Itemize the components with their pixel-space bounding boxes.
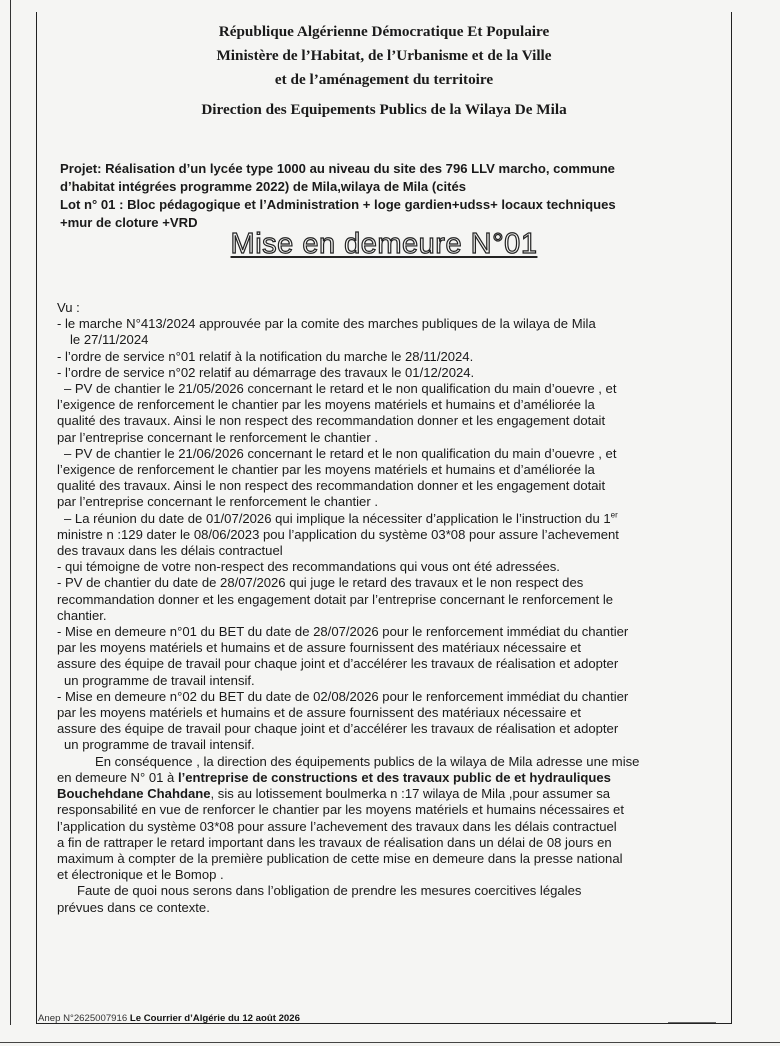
anep-reference: Anep N°2625007916 xyxy=(38,1013,130,1024)
pv-line: par l’entreprise concernant le renforcement le chantier . xyxy=(57,494,378,510)
publication-footer xyxy=(38,1013,300,1024)
mise-en-demeure-line: par les moyens matériels et humains et de assure fournissent des matériaux nécessaire et xyxy=(57,705,582,721)
ordinal-superscript: er xyxy=(610,510,618,520)
mise-en-demeure-line: assure des équipe de travail pour chaque joint et d’accélérer les travaux de réalisation et adopter xyxy=(57,656,619,672)
header-ministry: Ministère de l’Habitat, de l’Urbanisme et de la Ville xyxy=(216,47,552,64)
pv-line: – PV de chantier le 21/05/2026 concernant le retard et le non qualification du main d’ouevre , et xyxy=(64,381,617,397)
corner-mark xyxy=(668,1022,716,1023)
pv-line: - PV de chantier du date de 28/07/2026 qui juge le retard des travaux et le non respect des xyxy=(57,575,584,591)
consequence-line xyxy=(57,770,725,786)
vu-label: Vu : xyxy=(57,300,80,315)
pv-line: chantier. xyxy=(57,607,107,623)
company-owner-name: Bouchehdane Chahdane xyxy=(57,786,211,802)
body-line: - l’ordre de service n°01 relatif à la notification du marche le 28/11/2024. xyxy=(57,348,474,364)
mise-en-demeure-line: - Mise en demeure n°01 du BET du date de 28/07/2026 pour le renforcement immédiat du chantier xyxy=(57,624,629,640)
pv-line: par l’entreprise concernant le renforcement le chantier . xyxy=(57,429,378,445)
left-column-rule xyxy=(10,0,11,1025)
consequence-line: En conséquence , la direction des équipements publics de la wilaya de Mila adresse une mise xyxy=(95,753,640,769)
mise-en-demeure-line: un programme de travail intensif. xyxy=(64,672,255,688)
mise-en-demeure-line: assure des équipe de travail pour chaque joint et d’accélérer les travaux de réalisation et adopter xyxy=(57,721,619,737)
mise-en-demeure-line: un programme de travail intensif. xyxy=(64,737,255,753)
project-description xyxy=(60,160,720,232)
bottom-page-rule xyxy=(0,1042,780,1043)
header-ministry-continued: et de l’aménagement du territoire xyxy=(274,71,494,88)
project-line: d’habitat intégrées programme 2022) de Mila,wilaya de Mila (cités xyxy=(60,179,467,194)
project-line: Projet: Réalisation d’un lycée type 1000 au niveau du site des 796 LLV marcho, commune xyxy=(60,161,615,176)
title-wrapper xyxy=(36,228,732,261)
pv-line: qualité des travaux. Ainsi le non respect des recommandation donner et les engagement dotait xyxy=(57,413,606,429)
consequence-text: en demeure N° 01 à xyxy=(57,769,178,785)
mise-en-demeure-line: - Mise en demeure n°02 du BET du date de 02/08/2026 pour le renforcement immédiat du chantier xyxy=(57,688,629,704)
pv-line: l’exigence de renforcement le chantier par les moyens matériels et humains et d’améliorée la xyxy=(57,397,595,413)
project-line: +mur de cloture +VRD xyxy=(60,215,198,230)
consequence-line: a fin de rattraper le retard important dans les travaux de réalisation dans un délai de 08 jours en xyxy=(57,834,612,850)
notice-title: Mise en demeure N°01 xyxy=(230,228,538,260)
reunion-line xyxy=(57,511,725,527)
body-line: - l’ordre de service n°02 relatif au démarrage des travaux le 01/12/2024. xyxy=(57,364,475,380)
notice-body xyxy=(57,300,725,916)
body-line: - le marche N°413/2024 approuvée par la comite des marches publiques de la wilaya de Mila xyxy=(57,316,596,332)
body-line: le 27/11/2024 xyxy=(70,332,149,348)
pv-line: qualité des travaux. Ainsi le non respect des recommandation donner et les engagement dotait xyxy=(57,478,606,494)
project-line: Lot n° 01 : Bloc pédagogique et l’Administration + loge gardien+udss+ locaux techniques xyxy=(60,197,616,212)
consequence-line: maximum à compter de la première publication de cette mise en demeure dans la presse national xyxy=(57,850,623,866)
newspaper-source: Le Courrier d’Algérie du 12 août 2026 xyxy=(129,1013,300,1024)
reunion-line: ministre n :129 dater le 08/06/2023 pou l’application du système 03*08 pour assure l’achevement xyxy=(57,526,619,542)
consequence-line xyxy=(57,786,725,802)
consequence-line: l’application du système 03*08 pour assure l’achevement des travaux dans les délais contractuel xyxy=(57,818,617,834)
notice-header xyxy=(36,20,732,122)
consequence-text: , sis au lotissement boulmerka n :17 wilaya de Mila ,pour assumer sa xyxy=(210,786,611,802)
consequence-line: responsabilité en vue de renforcer le chantier par les moyens matériels et humains nécessaires et xyxy=(57,802,624,818)
temoigne-line: - qui témoigne de votre non-respect des recommandations qui vous ont été adressées. xyxy=(57,559,560,575)
pv-line: recommandation donner et les engagement dotait par l’entreprise concernant le renforcement le xyxy=(57,591,614,607)
pv-line: – PV de chantier le 21/06/2026 concernant le retard et le non qualification du main d’ouevre , et xyxy=(64,445,617,461)
reunion-text: – La réunion du date de 01/07/2026 qui implique la nécessiter d’application le l’instruction du 1 xyxy=(64,510,611,526)
company-name: l’entreprise de constructions et des travaux public de et hydrauliques xyxy=(177,769,611,785)
reunion-line: des travaux dans les délais contractuel xyxy=(57,543,283,559)
faute-line: Faute de quoi nous serons dans l’obligation de prendre les mesures coercitives légales xyxy=(77,883,582,899)
mise-en-demeure-line: par les moyens matériels et humains et de assure fournissent des matériaux nécessaire et xyxy=(57,640,582,656)
header-direction: Direction des Equipements Publics de la Wilaya De Mila xyxy=(201,101,567,118)
header-republic: République Algérienne Démocratique Et Populaire xyxy=(218,23,550,40)
pv-line: l’exigence de renforcement le chantier par les moyens matériels et humains et d’améliorée la xyxy=(57,462,595,478)
consequence-line: et électronique et le Bomop . xyxy=(57,867,224,883)
faute-line: prévues dans ce contexte. xyxy=(57,899,210,915)
